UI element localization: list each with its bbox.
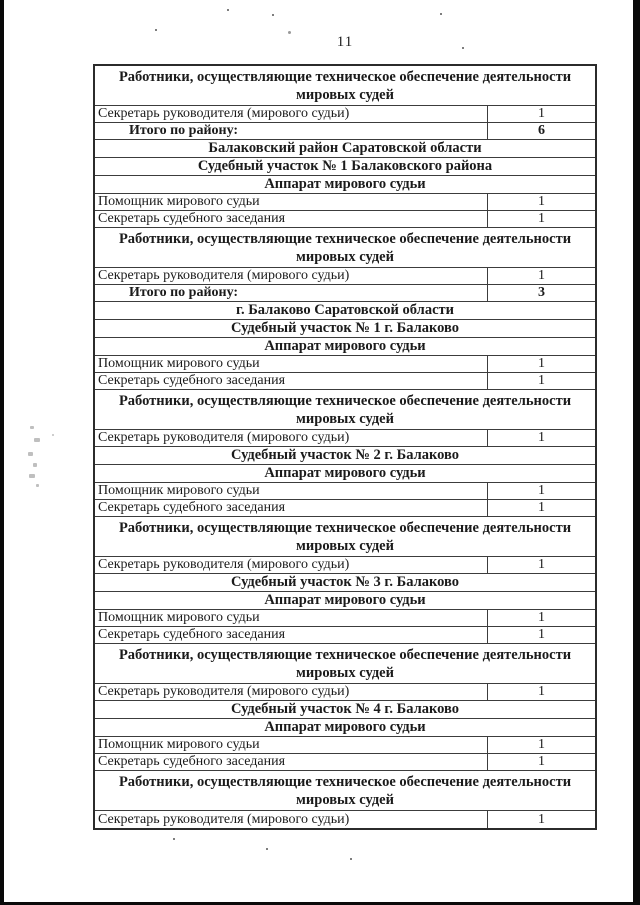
position-label: Итого по району:	[129, 123, 239, 138]
scan-smudge	[52, 434, 54, 436]
position-label: Помощник мирового судьи	[98, 483, 260, 498]
section-header-text: Аппарат мирового судьи	[264, 592, 426, 608]
table-row-section	[95, 302, 595, 320]
section-header-text: Аппарат мирового судьи	[264, 719, 426, 735]
position-label: Секретарь судебного заседания	[98, 627, 286, 642]
table-row-data	[95, 356, 595, 373]
scan-speck	[350, 858, 352, 860]
staff-count-value: 3	[487, 285, 595, 301]
table-row-data	[95, 268, 595, 285]
scan-smudge	[30, 426, 34, 429]
table-row-section	[95, 447, 595, 465]
table-row-data	[95, 106, 595, 123]
table-row-header2	[95, 66, 595, 106]
staff-count-value: 1	[487, 194, 595, 210]
section-header-line: мировых судей	[296, 86, 394, 103]
staff-count-value: 1	[487, 610, 595, 626]
table-row-data	[95, 483, 595, 500]
table-row-data	[95, 627, 595, 644]
position-label: Секретарь руководителя (мирового судьи)	[98, 557, 350, 572]
position-label: Секретарь руководителя (мирового судьи)	[98, 684, 350, 699]
section-header-line: мировых судей	[296, 410, 394, 427]
table-row-total	[95, 285, 595, 302]
scan-speck	[227, 9, 229, 11]
scan-edge-right	[633, 0, 640, 905]
scan-smudge	[28, 452, 33, 456]
table-row-data	[95, 373, 595, 390]
table-row-section	[95, 320, 595, 338]
table-row-header2	[95, 517, 595, 557]
table-row-data	[95, 557, 595, 574]
table-row-data	[95, 737, 595, 754]
section-header-text: Судебный участок № 4 г. Балаково	[230, 701, 460, 717]
position-label: Секретарь судебного заседания	[98, 373, 286, 388]
staff-count-value: 6	[487, 123, 595, 139]
section-header-text: Аппарат мирового судьи	[264, 465, 426, 481]
staff-count-value: 1	[487, 500, 595, 516]
section-header-line: мировых судей	[296, 537, 394, 554]
table-row-section	[95, 140, 595, 158]
position-label: Помощник мирового судьи	[98, 737, 260, 752]
staff-count-value: 1	[487, 627, 595, 643]
staff-count-value: 1	[487, 754, 595, 770]
table-row-data	[95, 211, 595, 228]
table-row-data	[95, 500, 595, 517]
staff-count-value: 1	[487, 356, 595, 372]
table-row-section	[95, 701, 595, 719]
scan-speck	[440, 13, 442, 15]
section-header-text: Аппарат мирового судьи	[264, 176, 426, 192]
section-header-text: Судебный участок № 1 Балаковского района	[197, 158, 493, 174]
section-header-line: мировых судей	[296, 664, 394, 681]
section-header-line: мировых судей	[296, 248, 394, 265]
position-label: Секретарь руководителя (мирового судьи)	[98, 106, 350, 121]
position-label: Секретарь судебного заседания	[98, 500, 286, 515]
table-row-data	[95, 430, 595, 447]
section-header-text: Балаковский район Саратовской области	[208, 140, 482, 156]
staff-count-value: 1	[487, 106, 595, 122]
section-header-line: Работники, осуществляющие техническое обеспечение деятельности	[118, 646, 572, 663]
scan-speck	[155, 29, 157, 31]
position-label: Секретарь судебного заседания	[98, 211, 286, 226]
table-row-header2	[95, 771, 595, 811]
page-number: 11	[336, 34, 354, 50]
staff-count-value: 1	[487, 211, 595, 227]
section-header-line: Работники, осуществляющие техническое обеспечение деятельности	[118, 773, 572, 790]
table-row-header2	[95, 390, 595, 430]
staff-count-value: 1	[487, 684, 595, 700]
section-header-text: Судебный участок № 1 г. Балаково	[230, 320, 460, 336]
scan-speck	[173, 838, 175, 840]
table-row-data	[95, 811, 595, 828]
table-row-data	[95, 194, 595, 211]
scan-smudge	[34, 438, 40, 442]
table-row-section	[95, 338, 595, 356]
table-row-section	[95, 176, 595, 194]
scan-smudge	[33, 463, 37, 467]
position-label: Секретарь судебного заседания	[98, 754, 286, 769]
section-header-line: Работники, осуществляющие техническое обеспечение деятельности	[118, 519, 572, 536]
staff-count-value: 1	[487, 557, 595, 573]
scan-smudge	[36, 484, 39, 487]
table-row-data	[95, 684, 595, 701]
scan-speck	[272, 14, 274, 16]
position-label: Помощник мирового судьи	[98, 356, 260, 371]
table-row-section	[95, 719, 595, 737]
section-header-line: Работники, осуществляющие техническое обеспечение деятельности	[118, 392, 572, 409]
section-header-text: г. Балаково Саратовской области	[236, 302, 454, 318]
position-label: Секретарь руководителя (мирового судьи)	[98, 268, 350, 283]
staff-count-value: 1	[487, 483, 595, 499]
position-label: Помощник мирового судьи	[98, 194, 260, 209]
staff-count-value: 1	[487, 373, 595, 389]
staff-count-value: 1	[487, 737, 595, 753]
position-label: Итого по району:	[129, 285, 239, 300]
section-header-text: Судебный участок № 3 г. Балаково	[230, 574, 460, 590]
position-label: Помощник мирового судьи	[98, 610, 260, 625]
staffing-table	[93, 64, 597, 830]
staff-count-value: 1	[487, 430, 595, 446]
staff-count-value: 1	[487, 268, 595, 284]
position-label: Секретарь руководителя (мирового судьи)	[98, 430, 350, 445]
section-header-text: Судебный участок № 2 г. Балаково	[230, 447, 460, 463]
scan-edge-left	[0, 0, 4, 905]
section-header-line: Работники, осуществляющие техническое обеспечение деятельности	[118, 230, 572, 247]
staff-count-value: 1	[487, 811, 595, 828]
section-header-line: Работники, осуществляющие техническое обеспечение деятельности	[118, 68, 572, 85]
position-label: Секретарь руководителя (мирового судьи)	[98, 811, 350, 827]
section-header-line: мировых судей	[296, 791, 394, 808]
scan-smudge	[29, 474, 35, 478]
table-row-header2	[95, 644, 595, 684]
table-row-header2	[95, 228, 595, 268]
table-row-section	[95, 592, 595, 610]
section-header-text: Аппарат мирового судьи	[264, 338, 426, 354]
table-row-total	[95, 123, 595, 140]
table-row-section	[95, 158, 595, 176]
table-row-data	[95, 754, 595, 771]
scan-speck	[266, 848, 268, 850]
table-row-section	[95, 465, 595, 483]
table-row-data	[95, 610, 595, 627]
table-row-section	[95, 574, 595, 592]
